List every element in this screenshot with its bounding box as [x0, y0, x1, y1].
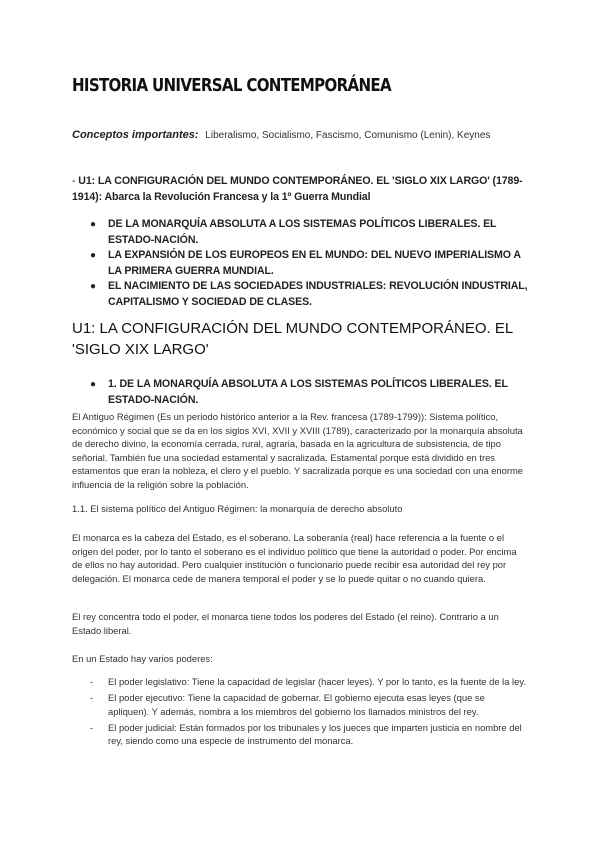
section-heading: U1: LA CONFIGURACIÓN DEL MUNDO CONTEMPORÁNEO. EL 'SIGLO XIX LARGO'	[72, 320, 513, 358]
paragraph-poderes-intro: En un Estado hay varios poderes:	[72, 653, 213, 664]
bullet-icon: ●	[90, 281, 96, 292]
powers-list	[90, 675, 528, 750]
list-item	[90, 217, 530, 248]
unit-intro	[72, 173, 532, 205]
key-concepts-line	[72, 129, 490, 141]
unit-intro-dash: -	[72, 175, 76, 187]
dash-marker: -	[90, 721, 94, 733]
list-item	[90, 721, 528, 748]
key-concepts-label: Conceptos importantes:	[72, 129, 199, 141]
list-item	[90, 279, 530, 310]
list-item-text: El poder judicial: Están formados por los tribunales y los jueces que imparten justicia en nombre del rey, siendo como una especie de instrumento del monarca.	[108, 721, 522, 747]
list-item-text: EL NACIMIENTO DE LAS SOCIEDADES INDUSTRIALES: REVOLUCIÓN INDUSTRIAL, CAPITALISMO Y SOCIEDAD DE CLASES.	[108, 280, 528, 308]
subsection-heading-text: 1. DE LA MONARQUÍA ABSOLUTA A LOS SISTEMAS POLÍTICOS LIBERALES. EL ESTADO-NACIÓN.	[108, 378, 508, 406]
paragraph-antiguo-regimen: El Antiguo Régimen (Es un periodo histórico anterior a la Rev. francesa (1789-1799)): Sistema político, económico y social que se da en los siglos XVI, XVII y XVIII (1789), caracterizado por la monarquía absoluta de derecho divino, la economía cerrada, rural, agraria, basada en la agricultura de subsistencia, de tipo señorial. También fue una sociedad estamental y sacralizada. Estamental porque está dividido en tres estamentos que eran la nobleza, el clero y el pueblo. Y sacralizada porque es una sociedad con una enorme influencia de la religión sobre la población.	[72, 411, 523, 490]
bullet-icon: ●	[90, 250, 96, 261]
list-item	[90, 675, 528, 689]
paragraph-monarca: El monarca es la cabeza del Estado, es el soberano. La soberanía (real) hace referencia a la fuente o el origen del poder, por lo tanto el soberano es el individuo político que tiene la autoridad o poder. Por encima de ellos no hay autoridad. Pero cualquier institución o funcionario puede recibir esa autoridad del rey por delegación. El monarca cede de manera temporal el poder y se lo puede quitar o no cuando quiera.	[72, 532, 517, 584]
paragraph-rey-poder: El rey concentra todo el poder, el monarca tiene todos los poderes del Estado (el reino). Contrario a un Estado liberal.	[72, 611, 499, 636]
list-item-text: DE LA MONARQUÍA ABSOLUTA A LOS SISTEMAS POLÍTICOS LIBERALES. EL ESTADO-NACIÓN.	[108, 218, 497, 246]
unit-intro-text: U1: LA CONFIGURACIÓN DEL MUNDO CONTEMPORÁNEO. EL 'SIGLO XIX LARGO' (1789-1914): Abarca la Revolución Francesa y la 1º Guerra Mundial	[72, 175, 523, 203]
key-concepts-text: Liberalismo, Socialismo, Fascismo, Comunismo (Lenin), Keynes	[205, 130, 491, 141]
subsection-heading	[90, 377, 548, 408]
list-item-text: El poder legislativo: Tiene la capacidad de legislar (hacer leyes). Y por lo tanto, es la fuente de la ley.	[108, 676, 526, 687]
dash-marker: -	[90, 676, 94, 687]
paragraph-subsection-title: 1.1. El sistema político del Antiguo Régimen: la monarquía de derecho absoluto	[72, 503, 403, 514]
bullet-icon: ●	[90, 219, 96, 230]
document-title: HISTORIA UNIVERSAL CONTEMPORÁNEA	[72, 76, 391, 96]
list-item	[90, 691, 528, 718]
bullet-icon: ●	[90, 379, 96, 390]
unit-contents-list	[90, 217, 530, 310]
dash-marker: -	[90, 692, 94, 704]
list-item-text: LA EXPANSIÓN DE LOS EUROPEOS EN EL MUNDO: DEL NUEVO IMPERIALISMO A LA PRIMERA GUERRA MUNDIAL.	[108, 249, 521, 277]
list-item-text: El poder ejecutivo: Tiene la capacidad de gobernar. El gobierno ejecuta esas leyes (que se apliquen). Y además, nombra a los miembros del gobierno los llamados ministros del rey.	[108, 692, 485, 717]
list-item	[90, 248, 530, 279]
